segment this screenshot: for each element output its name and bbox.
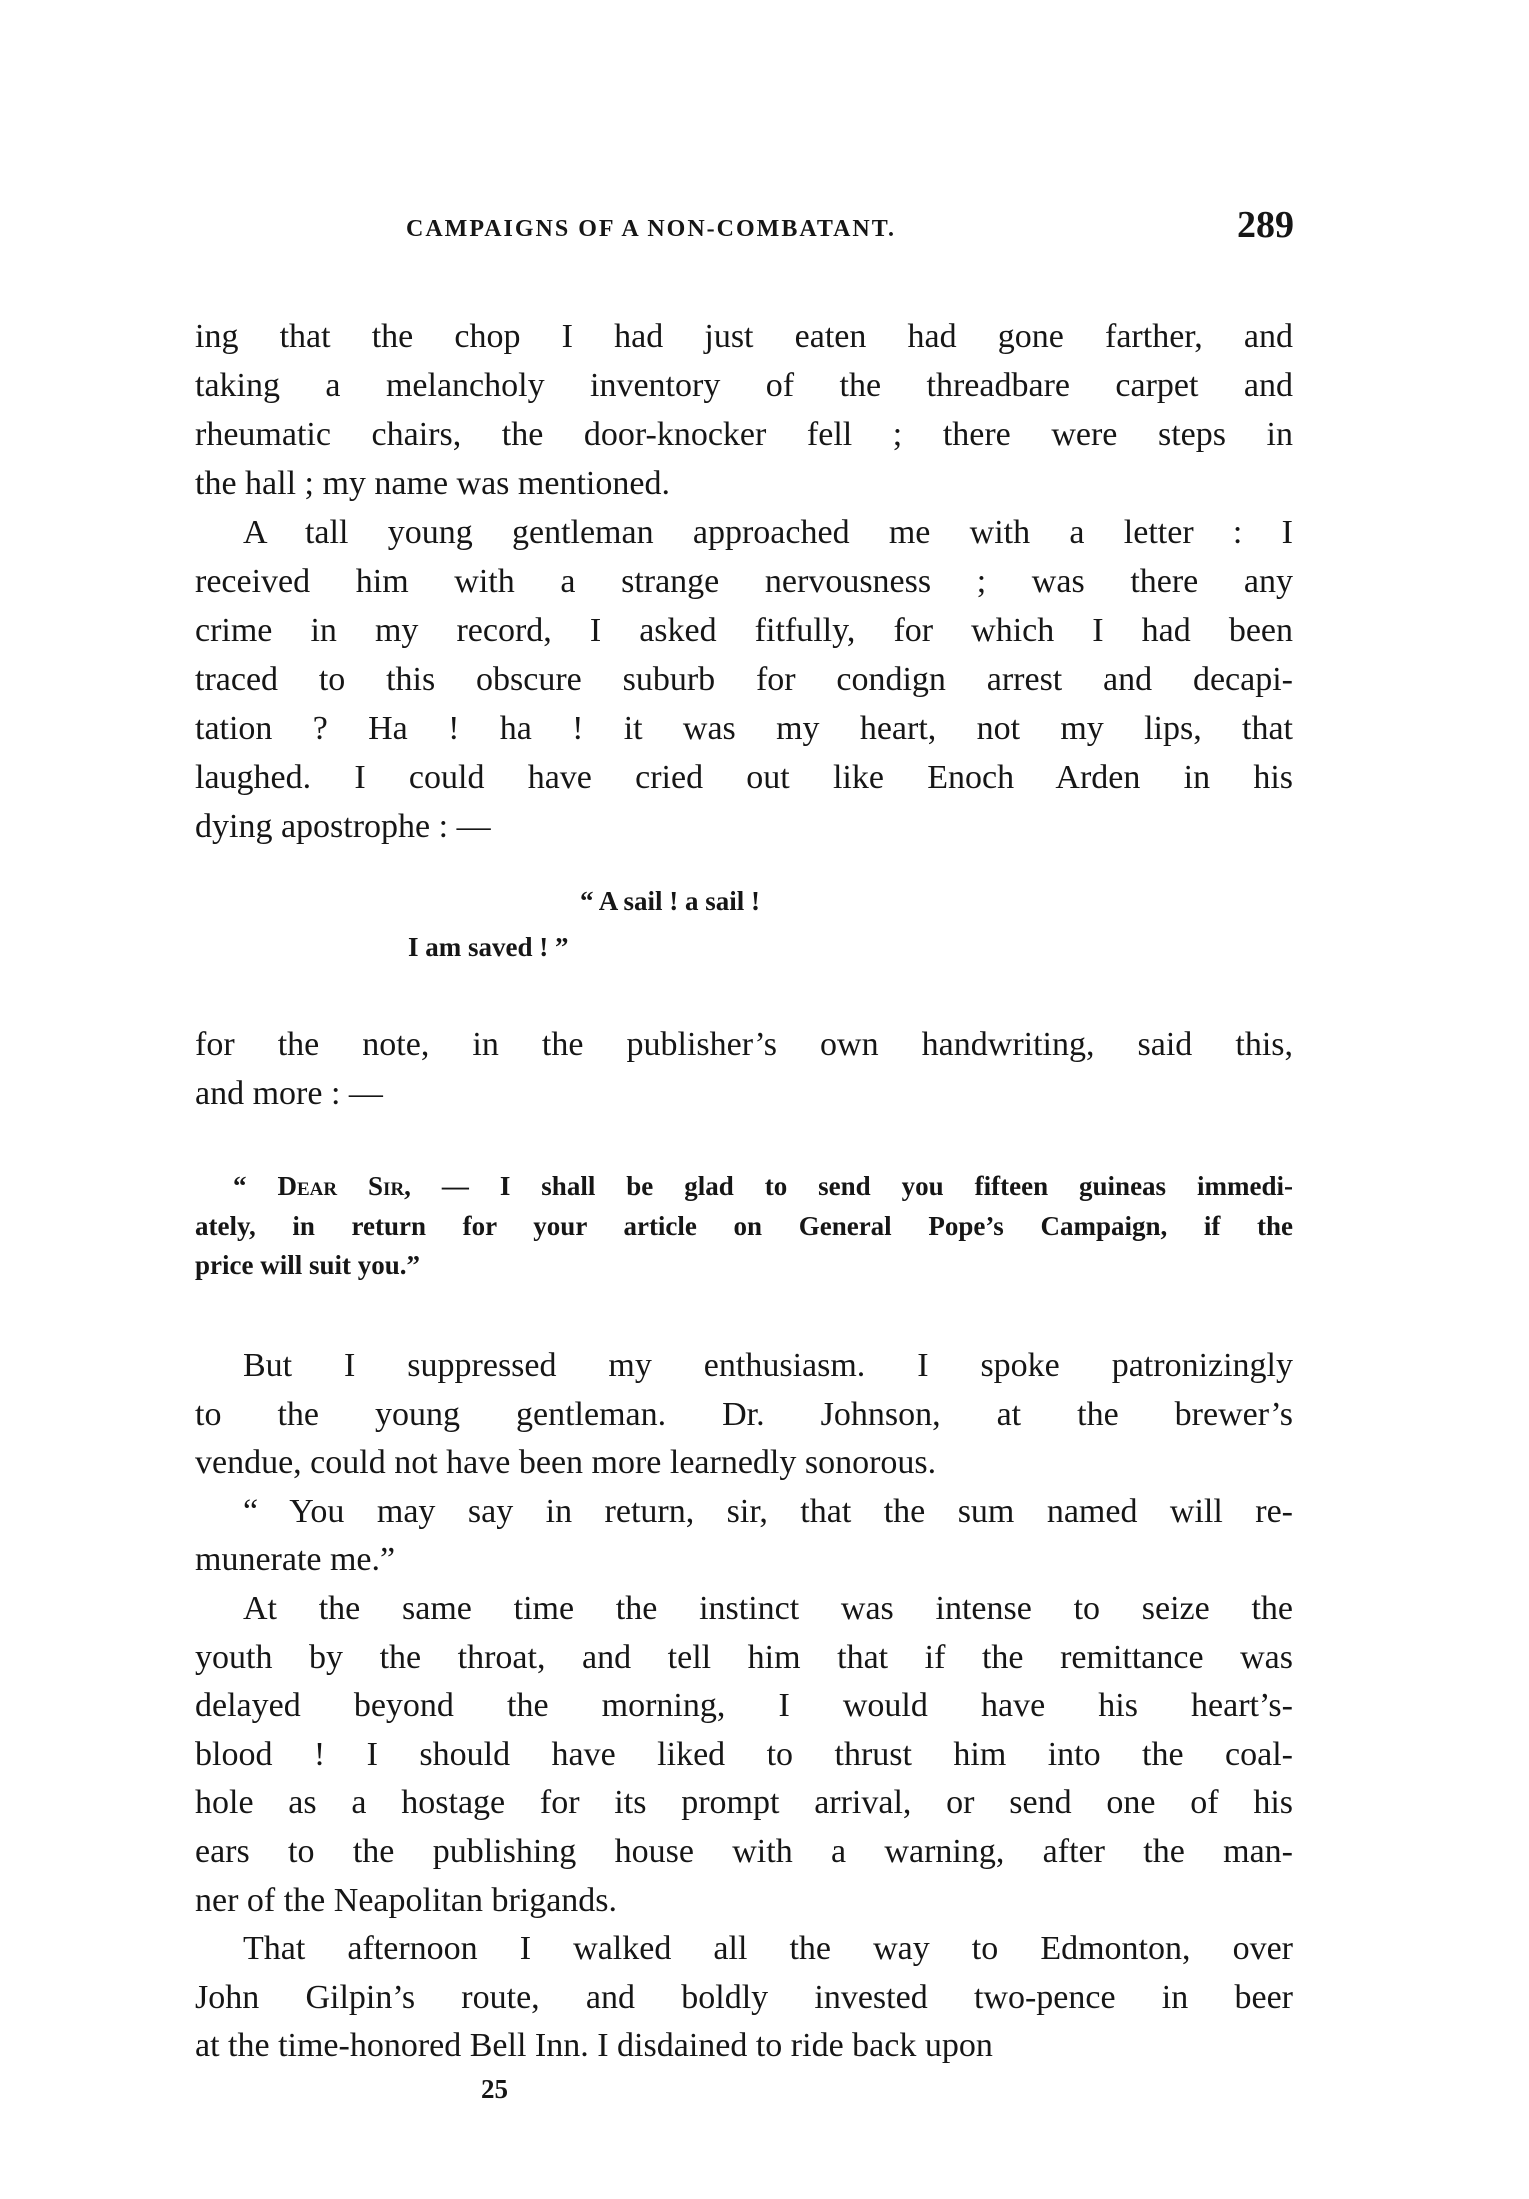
text-line: ears to the publishing house with a warning, after the man- xyxy=(195,1832,1293,1870)
text-line: received him with a strange nervousness ; was there any xyxy=(195,563,1293,600)
text-line: blood ! I should have liked to thrust him into the coal- xyxy=(195,1735,1293,1773)
text-line: the hall ; my name was mentioned. xyxy=(195,465,670,502)
text-line: That afternoon I walked all the way to Edmonton, over xyxy=(243,1930,1293,1968)
verse-line-2: I am saved ! ” xyxy=(408,932,569,962)
text-line: delayed beyond the morning, I would have his heart’s- xyxy=(195,1687,1293,1725)
text-line: at the time-honored Bell Inn. I disdained to ride back upon xyxy=(195,2027,993,2065)
quoted-letter xyxy=(195,1167,1293,1286)
signature-mark: 25 xyxy=(481,2074,508,2104)
text-line: rheumatic chairs, the door-knocker fell ; there were steps in xyxy=(195,416,1293,453)
running-title: CAMPAIGNS OF A NON-COMBATANT. xyxy=(406,216,896,242)
letter-line-rest: — I shall be glad to send you fifteen guineas immedi- xyxy=(410,1171,1294,1201)
text-line: crime in my record, I asked fitfully, for which I had been xyxy=(195,612,1293,649)
text-line: traced to this obscure suburb for condign arrest and decapi- xyxy=(195,661,1293,698)
text-line: for the note, in the publisher’s own handwriting, said this, xyxy=(195,1026,1293,1063)
text-line: “ You may say in return, sir, that the sum named will re- xyxy=(243,1492,1293,1530)
text-block-1 xyxy=(195,312,1293,851)
letter-line: ately, in return for your article on General Pope’s Campaign, if the xyxy=(195,1210,1293,1241)
text-line: hole as a hostage for its prompt arrival, or send one of his xyxy=(195,1784,1293,1822)
text-line: ner of the Neapolitan brigands. xyxy=(195,1881,618,1919)
text-line: A tall young gentleman approached me with a letter : I xyxy=(243,514,1293,551)
text-line: John Gilpin’s route, and boldly invested two-pence in beer xyxy=(195,1978,1293,2016)
text-line: ing that the chop I had just eaten had gone farther, and xyxy=(195,318,1293,355)
text-line: laughed. I could have cried out like Enoch Arden in his xyxy=(195,759,1293,796)
text-line: vendue, could not have been more learnedly sonorous. xyxy=(195,1444,937,1482)
verse-line-1: “ A sail ! a sail ! xyxy=(580,886,761,916)
text-block-2 xyxy=(195,1021,1293,1118)
page-number: 289 xyxy=(1237,204,1294,246)
text-line: to the young gentleman. Dr. Johnson, at the brewer’s xyxy=(195,1395,1293,1433)
text-line: dying apostrophe : — xyxy=(195,808,491,845)
text-line: and more : — xyxy=(195,1074,383,1112)
letter-line xyxy=(195,1167,1293,1207)
text-line: But I suppressed my enthusiasm. I spoke patronizingly xyxy=(243,1347,1293,1384)
letter-line: price will suit you.” xyxy=(195,1250,421,1281)
text-line: youth by the throat, and tell him that if the remittance was xyxy=(195,1638,1293,1676)
text-block-3 xyxy=(195,1342,1293,2071)
text-line: taking a melancholy inventory of the threadbare carpet and xyxy=(195,367,1293,404)
text-line: tation ? Ha ! ha ! it was my heart, not my lips, that xyxy=(195,710,1293,747)
text-line: munerate me.” xyxy=(195,1541,396,1579)
text-line: At the same time the instinct was intense to seize the xyxy=(243,1589,1293,1627)
letter-salutation: “ Dear Sir, xyxy=(233,1171,411,1201)
